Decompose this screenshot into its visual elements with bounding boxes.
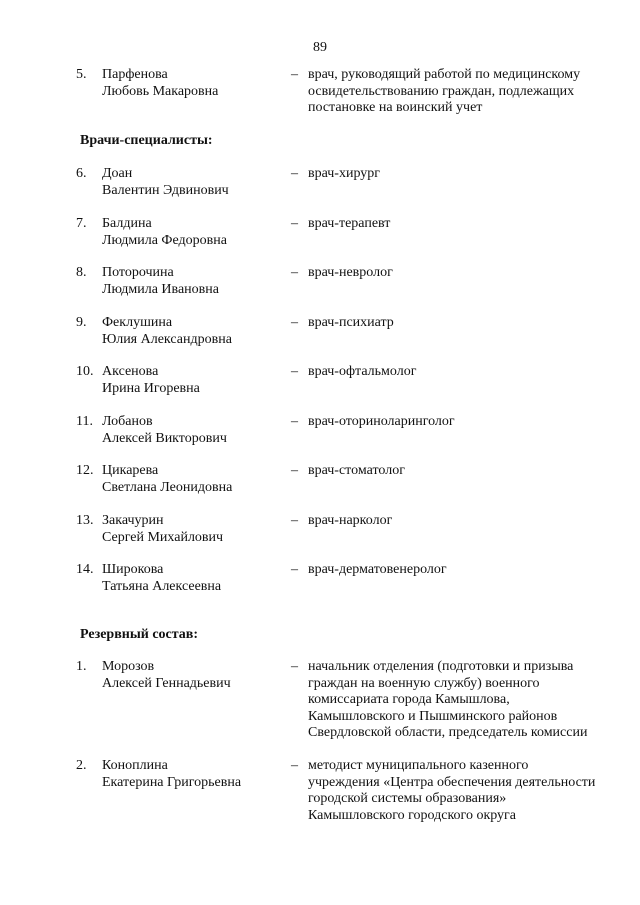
role-line: освидетельствованию граждан, подлежащих [308,83,575,99]
member-name [102,659,231,692]
dash-separator: – [291,659,298,674]
dash-separator: – [291,265,298,280]
role-line: методист муниципального казенного [308,758,529,773]
member-surname: Закачурин [102,513,164,528]
member-role: врач-психиатр [308,315,394,330]
member-role: врач-офтальмолог [308,364,417,379]
entry-number: 8. [76,265,87,280]
role-line: Камышловского и Пышминского районов [308,708,558,724]
member-surname: Цикарева [102,463,159,478]
member-role: врач-невролог [308,265,393,280]
member-name [102,513,223,546]
member-name [102,265,219,298]
member-surname: Аксенова [102,364,159,379]
member-surname: Феклушина [102,315,173,330]
dash-separator: – [291,414,298,429]
member-role: врач-терапевт [308,216,391,231]
member-surname: Парфенова [102,67,168,82]
member-surname: Лобанов [102,414,153,429]
member-role: врач-нарколог [308,513,393,528]
member-role: врач-хирург [308,166,381,181]
role-line: комиссариата города Камышлова, [308,692,510,707]
member-name [102,463,232,496]
entry-number: 9. [76,315,87,330]
member-given-names: Людмила Ивановна [102,281,219,297]
member-name [102,562,221,595]
member-given-names: Ирина Игоревна [102,380,200,396]
dash-separator: – [291,315,298,330]
member-given-names: Татьяна Алексеевна [102,578,222,594]
entry-number: 13. [76,513,94,528]
entry-number: 6. [76,166,87,181]
dash-separator: – [291,364,298,379]
entry-number: 11. [76,414,93,429]
member-name [102,315,232,348]
section-heading-reserve: Резервный состав: [80,627,199,642]
member-given-names: Алексей Викторович [102,430,227,446]
member-surname: Коноплина [102,758,168,773]
member-surname: Балдина [102,216,152,231]
member-given-names: Любовь Макаровна [102,83,219,99]
member-role: врач-оториноларинголог [308,414,455,429]
member-surname: Широкова [102,562,164,577]
member-role: врач-дерматовенеролог [308,562,447,577]
role-line: городской системы образования» [308,791,507,806]
role-line: начальник отделения (подготовки и призыва [308,659,574,674]
member-surname: Доан [102,166,133,181]
member-given-names: Валентин Эдвинович [102,182,229,198]
entry-number: 7. [76,216,87,231]
member-surname: Поторочина [102,265,174,280]
entry-number: 5. [76,67,87,82]
role-line: граждан на военную службу) военного [308,675,540,691]
member-given-names: Екатерина Григорьевна [102,774,242,790]
member-given-names: Юлия Александровна [102,331,232,347]
dash-separator: – [291,513,298,528]
role-line: Камышловского городского округа [308,807,517,823]
page-number: 89 [313,40,327,55]
member-name [102,216,227,249]
member-name [102,364,200,397]
dash-separator: – [291,758,298,773]
member-given-names: Светлана Леонидовна [102,479,233,495]
role-line: постановке на воинский учет [308,100,483,115]
dash-separator: – [291,216,298,231]
member-role [308,67,580,117]
member-name [102,166,229,199]
member-given-names: Алексей Геннадьевич [102,675,231,691]
section-heading-specialists: Врачи-специалисты: [80,133,213,148]
member-name [102,758,241,791]
member-name [102,67,218,100]
role-line: учреждения «Центра обеспечения деятельности [308,774,596,790]
member-given-names: Людмила Федоровна [102,232,227,248]
member-role: врач-стоматолог [308,463,405,478]
entry-number: 2. [76,758,87,773]
dash-separator: – [291,166,298,181]
entry-number: 14. [76,562,94,577]
entry-number: 10. [76,364,94,379]
dash-separator: – [291,67,298,82]
member-role [308,758,595,824]
dash-separator: – [291,463,298,478]
member-surname: Морозов [102,659,155,674]
entry-number: 1. [76,659,87,674]
role-line: врач, руководящий работой по медицинскому [308,67,581,82]
role-line: Свердловской области, председатель комиссии [308,725,588,740]
dash-separator: – [291,562,298,577]
member-role [308,659,587,742]
member-given-names: Сергей Михайлович [102,529,224,545]
entry-number: 12. [76,463,94,478]
member-name [102,414,227,447]
